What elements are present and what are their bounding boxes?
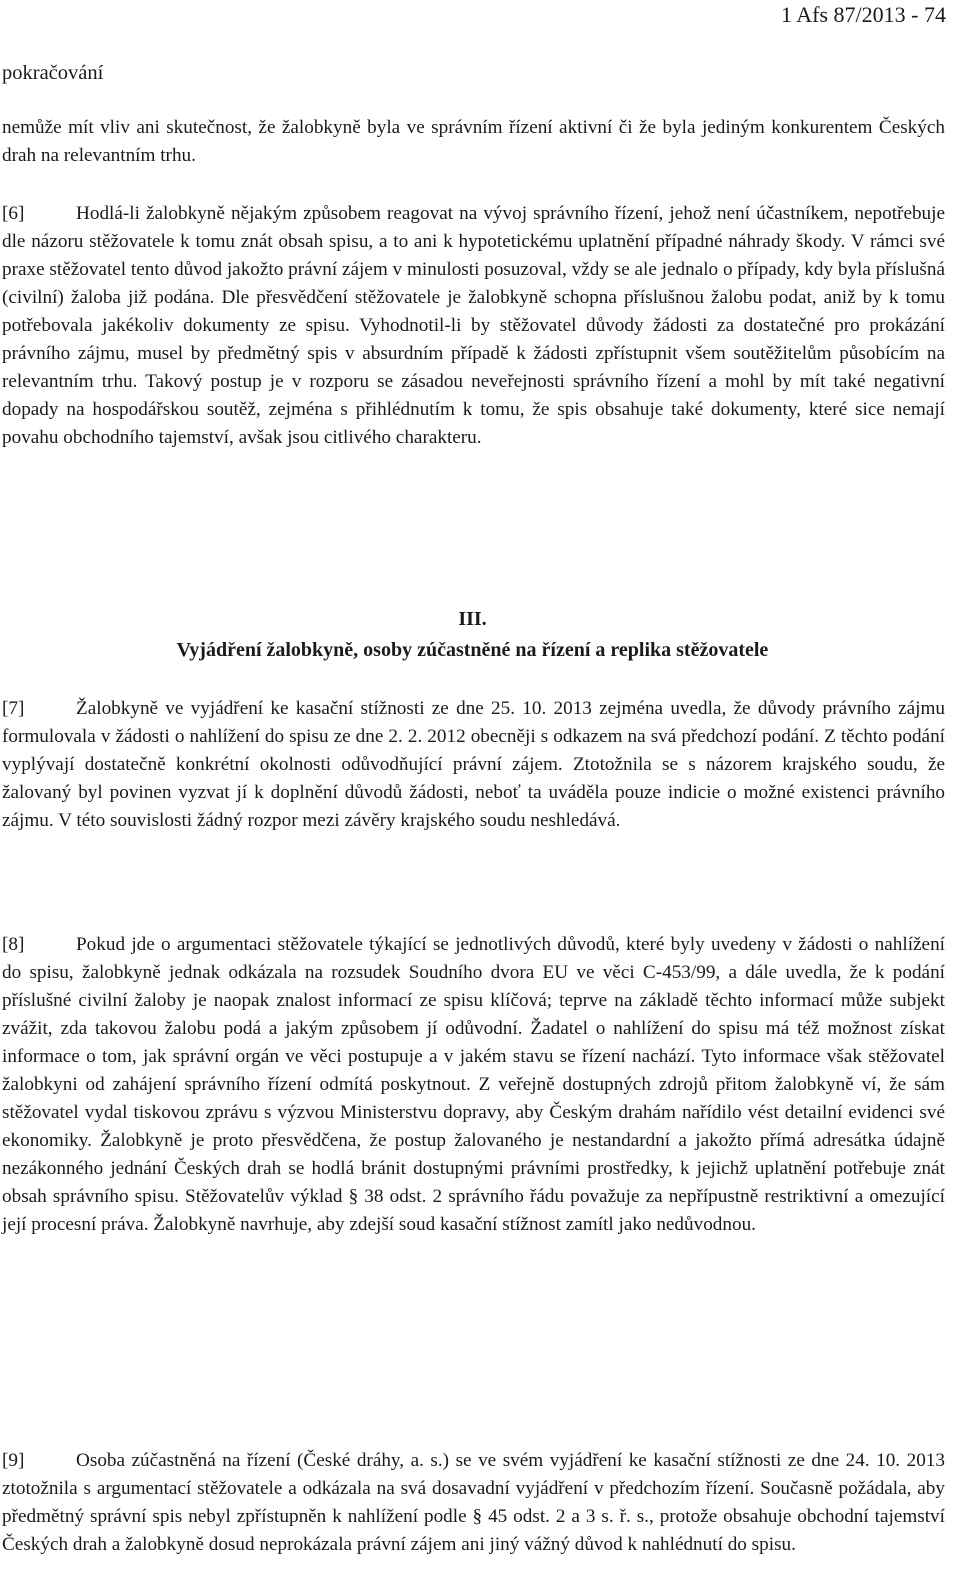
section-number: III. [458, 608, 487, 630]
paragraph-number: [8] [2, 934, 25, 955]
paragraph-text: Hodlá-li žalobkyně nějakým způsobem reagovat na vývoj správního řízení, jehož není účastníkem, nepotřebuje dle názoru stěžovatele k tomu znát obsah spisu, a to ani k hypotetickému uplatnění případné náhrady škody. V rámci své praxe stěžovatel tento důvod jakožto právní zájem v minulosti posuzoval, vždy se ale jednalo o případy, kdy byla příslušná (civilní) žaloba již podána. Dle přesvědčení stěžovatele je žalobkyně schopna příslušnou žalobu podat, aniž by k tomu potřebovala jakékoliv dokumenty ze spisu. Vyhodnotil-li by stěžovatel důvody žádosti za dostatečné pro prokázání právního zájmu, musel by předmětný spis v absurdním případě k žádosti zpřístupnit všem soutěžitelům působícím na relevantním trhu. Takový postup je v rozporu se zásadou neveřejnosti správního řízení a mohl by mít také negativní dopady na hospodářskou soutěž, zejména s přihlédnutím k tomu, že spis obsahuje také dokumenty, které sice nemají povahu obchodního tajemství, avšak jsou citlivého charakteru. [2, 203, 945, 448]
paragraph-8 [2, 931, 945, 1239]
paragraph-9 [2, 1447, 945, 1559]
paragraph-text: Osoba zúčastněná na řízení (České dráhy, a. s.) se ve svém vyjádření ke kasační stížnosti ze dne 24. 10. 2013 ztotožnila s argumentací stěžovatele a odkázala na svá dosavadní vyjádření v předchozím řízení. Současně požádala, aby předmětný správní spis nebyl zpřístupněn k nahlížení podle § 45 odst. 2 a 3 s. ř. s., protože obsahuje obchodní tajemství Českých drah a žalobkyně dosud neprokázala právní zájem ani jiný vážný důvod k nahlédnutí do spisu. [2, 1450, 945, 1555]
section-title: Vyjádření žalobkyně, osoby zúčastněné na řízení a replika stěžovatele [176, 639, 769, 661]
case-reference: 1 Afs 87/2013 - 74 [781, 2, 946, 27]
paragraph-6 [2, 200, 945, 452]
paragraph-text: Žalobkyně ve vyjádření ke kasační stížnosti ze dne 25. 10. 2013 zejména uvedla, že důvody právního zájmu formulovala v žádosti o nahlížení do spisu ze dne 2. 2. 2012 obecněji s odkazem na svá předchozí podání. Z těchto podání vyplývají dostatečně konkrétní okolnosti odůvodňující právní zájem. Ztotožnila se s názorem krajského soudu, že žalovaný byl povinen vyzvat jí k doplnění důvodů žádosti, neboť ta uváděla pouze indicie o možné existenci právního zájmu. V této souvislosti žádný rozpor mezi závěry krajského soudu neshledává. [2, 698, 945, 831]
intro-text: nemůže mít vliv ani skutečnost, že žalobkyně byla ve správním řízení aktivní či že byla jediným konkurentem Českých drah na relevantním trhu. [2, 117, 945, 166]
paragraph-text: Pokud jde o argumentaci stěžovatele týkající se jednotlivých důvodů, které byly uvedeny v žádosti o nahlížení do spisu, žalobkyně jednak odkázala na rozsudek Soudního dvora EU ve věci C-453/99, a dále uvedla, že k podání příslušné civilní žaloby je naopak znalost informací ze spisu klíčová; teprve na základě těchto informací může subjekt zvážit, zda takovou žalobu podá a jakým způsobem jí odůvodní. Žadatel o nahlížení do spisu má též možnost získat informace o tom, jak správní orgán ve věci postupuje a v jakém stavu se řízení nachází. Tyto informace však stěžovatel žalobkyni od zahájení správního řízení odmítá poskytnout. Z veřejně dostupných zdrojů přitom žalobkyně ví, že sám stěžovatel vydal tiskovou zprávu s výzvou Ministerstvu dopravy, aby Českým drahám nařídilo vést detailní evidenci své ekonomiky. Žalobkyně je proto přesvědčena, že postup žalovaného je nestandardní a jakožto přímá adresátka údajně nezákonného jednání Českých drah se hodlá bránit dostupnými právními prostředky, k jejichž uplatnění potřebuje znát obsah správního spisu. Stěžovatelův výklad § 38 odst. 2 správního řádu považuje za nepřípustně restriktivní a omezující její procesní práva. Žalobkyně navrhuje, aby zdejší soud kasační stížnost zamítl jako nedůvodnou. [2, 934, 945, 1235]
intro-paragraph [2, 114, 945, 170]
continuation-label: pokračování [2, 62, 104, 84]
paragraph-7 [2, 695, 945, 835]
paragraph-number: [6] [2, 203, 25, 224]
paragraph-number: [7] [2, 698, 25, 719]
paragraph-number: [9] [2, 1450, 25, 1471]
